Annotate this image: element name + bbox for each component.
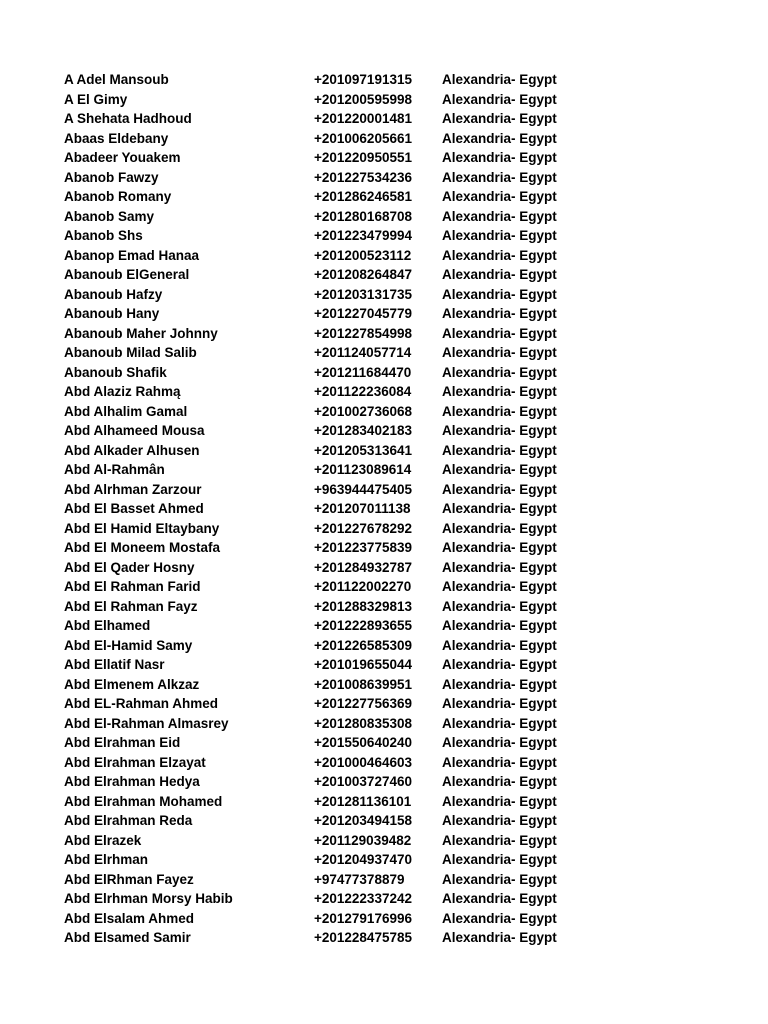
contact-location: Alexandria- Egypt bbox=[442, 676, 557, 692]
contact-phone: +201223479994 bbox=[314, 228, 412, 243]
contact-location: Alexandria- Egypt bbox=[442, 111, 557, 126]
contact-row bbox=[0, 811, 768, 831]
contact-phone: +201220001481 bbox=[314, 111, 412, 126]
contact-phone: +201222893655 bbox=[314, 618, 412, 633]
contact-location: Alexandria- Egypt bbox=[442, 735, 557, 750]
contact-name: Abanoub ElGeneral bbox=[64, 267, 190, 282]
contact-name: Abd Elsalam Ahmed bbox=[64, 910, 195, 926]
contact-phone: +201288329813 bbox=[314, 598, 412, 614]
contact-location: Alexandria- Egypt bbox=[442, 364, 557, 380]
contact-row bbox=[0, 109, 768, 129]
contact-row bbox=[0, 363, 768, 383]
contact-location: Alexandria- Egypt bbox=[442, 598, 557, 614]
contact-phone: +201122002270 bbox=[314, 579, 412, 594]
contact-phone: +201019655044 bbox=[314, 657, 412, 672]
contact-row bbox=[0, 558, 768, 578]
contact-row bbox=[0, 655, 768, 675]
contact-name: Abaas Eldebany bbox=[64, 130, 169, 146]
contact-phone: +201200523112 bbox=[314, 247, 412, 263]
contact-location: Alexandria- Egypt bbox=[442, 540, 557, 555]
contact-location: Alexandria- Egypt bbox=[442, 345, 557, 360]
contact-phone: +201204937470 bbox=[314, 852, 412, 867]
contact-name: Abd Alkader Alhusen bbox=[64, 442, 200, 458]
contact-row bbox=[0, 421, 768, 441]
contact-phone: +201203494158 bbox=[314, 813, 412, 828]
contact-location: Alexandria- Egypt bbox=[442, 559, 557, 575]
contact-phone: +201279176996 bbox=[314, 910, 412, 926]
contact-row bbox=[0, 90, 768, 110]
contact-phone: +201008639951 bbox=[314, 676, 412, 692]
contact-name: Abanoub Hafzy bbox=[64, 286, 163, 302]
contact-name: Abd Elrahman Mohamed bbox=[64, 793, 223, 809]
contact-name: Abd Elrazek bbox=[64, 832, 142, 848]
contact-row bbox=[0, 616, 768, 636]
contact-location: Alexandria- Egypt bbox=[442, 813, 557, 828]
contact-location: Alexandria- Egypt bbox=[442, 774, 557, 789]
contact-name: Abd Elsamed Samir bbox=[64, 930, 191, 945]
contact-phone: +201281136101 bbox=[314, 793, 412, 809]
contact-phone: +201123089614 bbox=[314, 462, 412, 477]
contact-row bbox=[0, 694, 768, 714]
contact-location: Alexandria- Egypt bbox=[442, 832, 557, 848]
contact-name: Abanob Shs bbox=[64, 228, 143, 243]
contact-location: Alexandria- Egypt bbox=[442, 501, 557, 516]
contact-row bbox=[0, 226, 768, 246]
contact-location: Alexandria- Egypt bbox=[442, 462, 557, 477]
contact-name: Abd Ellatif Nasr bbox=[64, 657, 165, 672]
contact-list bbox=[0, 70, 768, 948]
contact-location: Alexandria- Egypt bbox=[442, 169, 557, 185]
contact-row bbox=[0, 70, 768, 90]
contact-row bbox=[0, 675, 768, 695]
contact-row bbox=[0, 168, 768, 188]
contact-location: Alexandria- Egypt bbox=[442, 481, 557, 497]
contact-phone: +201286246581 bbox=[314, 189, 412, 204]
contact-location: Alexandria- Egypt bbox=[442, 618, 557, 633]
contact-location: Alexandria- Egypt bbox=[442, 189, 557, 204]
contact-phone: +201280168708 bbox=[314, 208, 412, 224]
contact-phone: +201211684470 bbox=[314, 364, 412, 380]
contact-location: Alexandria- Egypt bbox=[442, 267, 557, 282]
contact-row bbox=[0, 207, 768, 227]
contact-row bbox=[0, 831, 768, 851]
contact-location: Alexandria- Egypt bbox=[442, 442, 557, 458]
contact-row bbox=[0, 460, 768, 480]
contact-name: Abd El Rahman Fayz bbox=[64, 598, 198, 614]
contact-name: Abd El-Hamid Samy bbox=[64, 637, 193, 653]
contact-name: A Shehata Hadhoud bbox=[64, 111, 192, 126]
contact-phone: +201227045779 bbox=[314, 306, 412, 321]
contact-name: Abd Elrhman bbox=[64, 852, 149, 867]
contact-row bbox=[0, 714, 768, 734]
contact-name: Abd El Qader Hosny bbox=[64, 559, 195, 575]
contact-phone: +201226585309 bbox=[314, 637, 412, 653]
contact-phone: +201207011138 bbox=[314, 501, 411, 516]
contact-location: Alexandria- Egypt bbox=[442, 657, 557, 672]
contact-name: Abd Al-Rahmân bbox=[64, 462, 165, 477]
contact-phone: +201284932787 bbox=[314, 559, 412, 575]
contact-name: A El Gimy bbox=[64, 91, 128, 107]
contact-phone: +201227678292 bbox=[314, 520, 412, 536]
contact-location: Alexandria- Egypt bbox=[442, 871, 557, 887]
contact-name: Abanoub Hany bbox=[64, 306, 160, 321]
contact-name: Abd El Basset Ahmed bbox=[64, 501, 204, 516]
contact-row bbox=[0, 480, 768, 500]
contact-phone: +201002736068 bbox=[314, 403, 412, 419]
contact-row bbox=[0, 636, 768, 656]
contact-row bbox=[0, 441, 768, 461]
contact-phone: +201124057714 bbox=[314, 345, 412, 360]
contact-phone: +201208264847 bbox=[314, 267, 412, 282]
contact-location: Alexandria- Egypt bbox=[442, 91, 557, 107]
contact-name: Abd EL-Rahman Ahmed bbox=[64, 696, 219, 711]
contact-row bbox=[0, 187, 768, 207]
contact-name: Abanob Samy bbox=[64, 208, 155, 224]
contact-row bbox=[0, 753, 768, 773]
contact-phone: +201550640240 bbox=[314, 735, 412, 750]
contact-row bbox=[0, 148, 768, 168]
contact-location: Alexandria- Egypt bbox=[442, 637, 557, 653]
contact-phone: +201097191315 bbox=[314, 72, 412, 87]
contact-row bbox=[0, 499, 768, 519]
contact-name: Abd Elrahman Hedya bbox=[64, 774, 200, 789]
contact-name: Abd Elrahman Reda bbox=[64, 813, 193, 828]
contact-name: Abd Elhamed bbox=[64, 618, 151, 633]
contact-name: Abd El Hamid Eltaybany bbox=[64, 520, 220, 536]
contact-phone: +201283402183 bbox=[314, 423, 412, 438]
contact-name: A Adel Mansoub bbox=[64, 72, 169, 87]
contact-phone: +201205313641 bbox=[314, 442, 412, 458]
contact-phone: +201228475785 bbox=[314, 930, 412, 945]
contact-location: Alexandria- Egypt bbox=[442, 72, 557, 87]
contact-location: Alexandria- Egypt bbox=[442, 384, 557, 399]
contact-row bbox=[0, 343, 768, 363]
contact-row bbox=[0, 597, 768, 617]
contact-phone: +963944475405 bbox=[314, 481, 412, 497]
contact-phone: +201122236084 bbox=[314, 384, 412, 399]
contact-row bbox=[0, 772, 768, 792]
contact-phone: +201200595998 bbox=[314, 91, 412, 107]
contact-name: Abd Alhalim Gamal bbox=[64, 403, 188, 419]
contact-name: Abanop Emad Hanaa bbox=[64, 247, 200, 263]
contact-row bbox=[0, 324, 768, 344]
contact-location: Alexandria- Egypt bbox=[442, 754, 557, 770]
contact-row bbox=[0, 304, 768, 324]
contact-name: Abd El Rahman Farid bbox=[64, 579, 201, 594]
contact-location: Alexandria- Egypt bbox=[442, 579, 557, 594]
contact-name: Abd Elrhman Morsy Habib bbox=[64, 891, 233, 906]
contact-phone: +201000464603 bbox=[314, 754, 412, 770]
contact-location: Alexandria- Egypt bbox=[442, 208, 557, 224]
contact-name: Abadeer Youakem bbox=[64, 150, 181, 165]
contact-location: Alexandria- Egypt bbox=[442, 325, 557, 341]
contact-phone: +201129039482 bbox=[314, 832, 412, 848]
contact-location: Alexandria- Egypt bbox=[442, 403, 557, 419]
contact-phone: +201227854998 bbox=[314, 325, 412, 341]
contact-name: Abanoub Shafik bbox=[64, 364, 167, 380]
contact-name: Abanob Fawzy bbox=[64, 169, 159, 185]
contact-phone: +201203131735 bbox=[314, 286, 412, 302]
contact-location: Alexandria- Egypt bbox=[442, 520, 557, 536]
contact-row bbox=[0, 733, 768, 753]
contact-phone: +201280835308 bbox=[314, 715, 412, 731]
contact-name: Abd El Moneem Mostafa bbox=[64, 540, 221, 555]
contact-location: Alexandria- Egypt bbox=[442, 852, 557, 867]
contact-row bbox=[0, 909, 768, 929]
contact-location: Alexandria- Egypt bbox=[442, 130, 557, 146]
contact-phone: +201003727460 bbox=[314, 774, 412, 789]
contact-location: Alexandria- Egypt bbox=[442, 247, 557, 263]
contact-name: Abd Elrahman Elzayat bbox=[64, 754, 206, 770]
contact-location: Alexandria- Egypt bbox=[442, 696, 557, 711]
contact-row bbox=[0, 519, 768, 539]
contact-name: Abd Alaziz Rahmą bbox=[64, 384, 181, 399]
contact-phone: +201223775839 bbox=[314, 540, 412, 555]
contact-location: Alexandria- Egypt bbox=[442, 930, 557, 945]
contact-location: Alexandria- Egypt bbox=[442, 891, 557, 906]
contact-row bbox=[0, 129, 768, 149]
contact-row bbox=[0, 402, 768, 422]
contact-row bbox=[0, 382, 768, 402]
contact-location: Alexandria- Egypt bbox=[442, 228, 557, 243]
contact-phone: +97477378879 bbox=[314, 871, 405, 887]
contact-phone: +201006205661 bbox=[314, 130, 412, 146]
contact-location: Alexandria- Egypt bbox=[442, 423, 557, 438]
contact-row bbox=[0, 850, 768, 870]
contact-name: Abd El-Rahman Almasrey bbox=[64, 715, 229, 731]
contact-row bbox=[0, 538, 768, 558]
contact-location: Alexandria- Egypt bbox=[442, 910, 557, 926]
contact-location: Alexandria- Egypt bbox=[442, 715, 557, 731]
contact-row bbox=[0, 792, 768, 812]
contact-row bbox=[0, 265, 768, 285]
contact-name: Abd ElRhman Fayez bbox=[64, 871, 194, 887]
contact-name: Abd Elmenem Alkzaz bbox=[64, 676, 200, 692]
contact-location: Alexandria- Egypt bbox=[442, 286, 557, 302]
contact-row bbox=[0, 577, 768, 597]
contact-phone: +201222337242 bbox=[314, 891, 412, 906]
contact-row bbox=[0, 285, 768, 305]
contact-row bbox=[0, 889, 768, 909]
contact-phone: +201220950551 bbox=[314, 150, 412, 165]
contact-row bbox=[0, 928, 768, 948]
contact-name: Abd Elrahman Eid bbox=[64, 735, 181, 750]
contact-location: Alexandria- Egypt bbox=[442, 306, 557, 321]
contact-row bbox=[0, 246, 768, 266]
contact-name: Abanoub Milad Salib bbox=[64, 345, 197, 360]
contact-name: Abanoub Maher Johnny bbox=[64, 325, 218, 341]
contact-row bbox=[0, 870, 768, 890]
contact-name: Abd Alrhman Zarzour bbox=[64, 481, 202, 497]
contact-location: Alexandria- Egypt bbox=[442, 793, 557, 809]
contact-location: Alexandria- Egypt bbox=[442, 150, 557, 165]
contact-name: Abanob Romany bbox=[64, 189, 172, 204]
contact-phone: +201227756369 bbox=[314, 696, 412, 711]
contact-name: Abd Alhameed Mousa bbox=[64, 423, 205, 438]
contact-phone: +201227534236 bbox=[314, 169, 412, 185]
